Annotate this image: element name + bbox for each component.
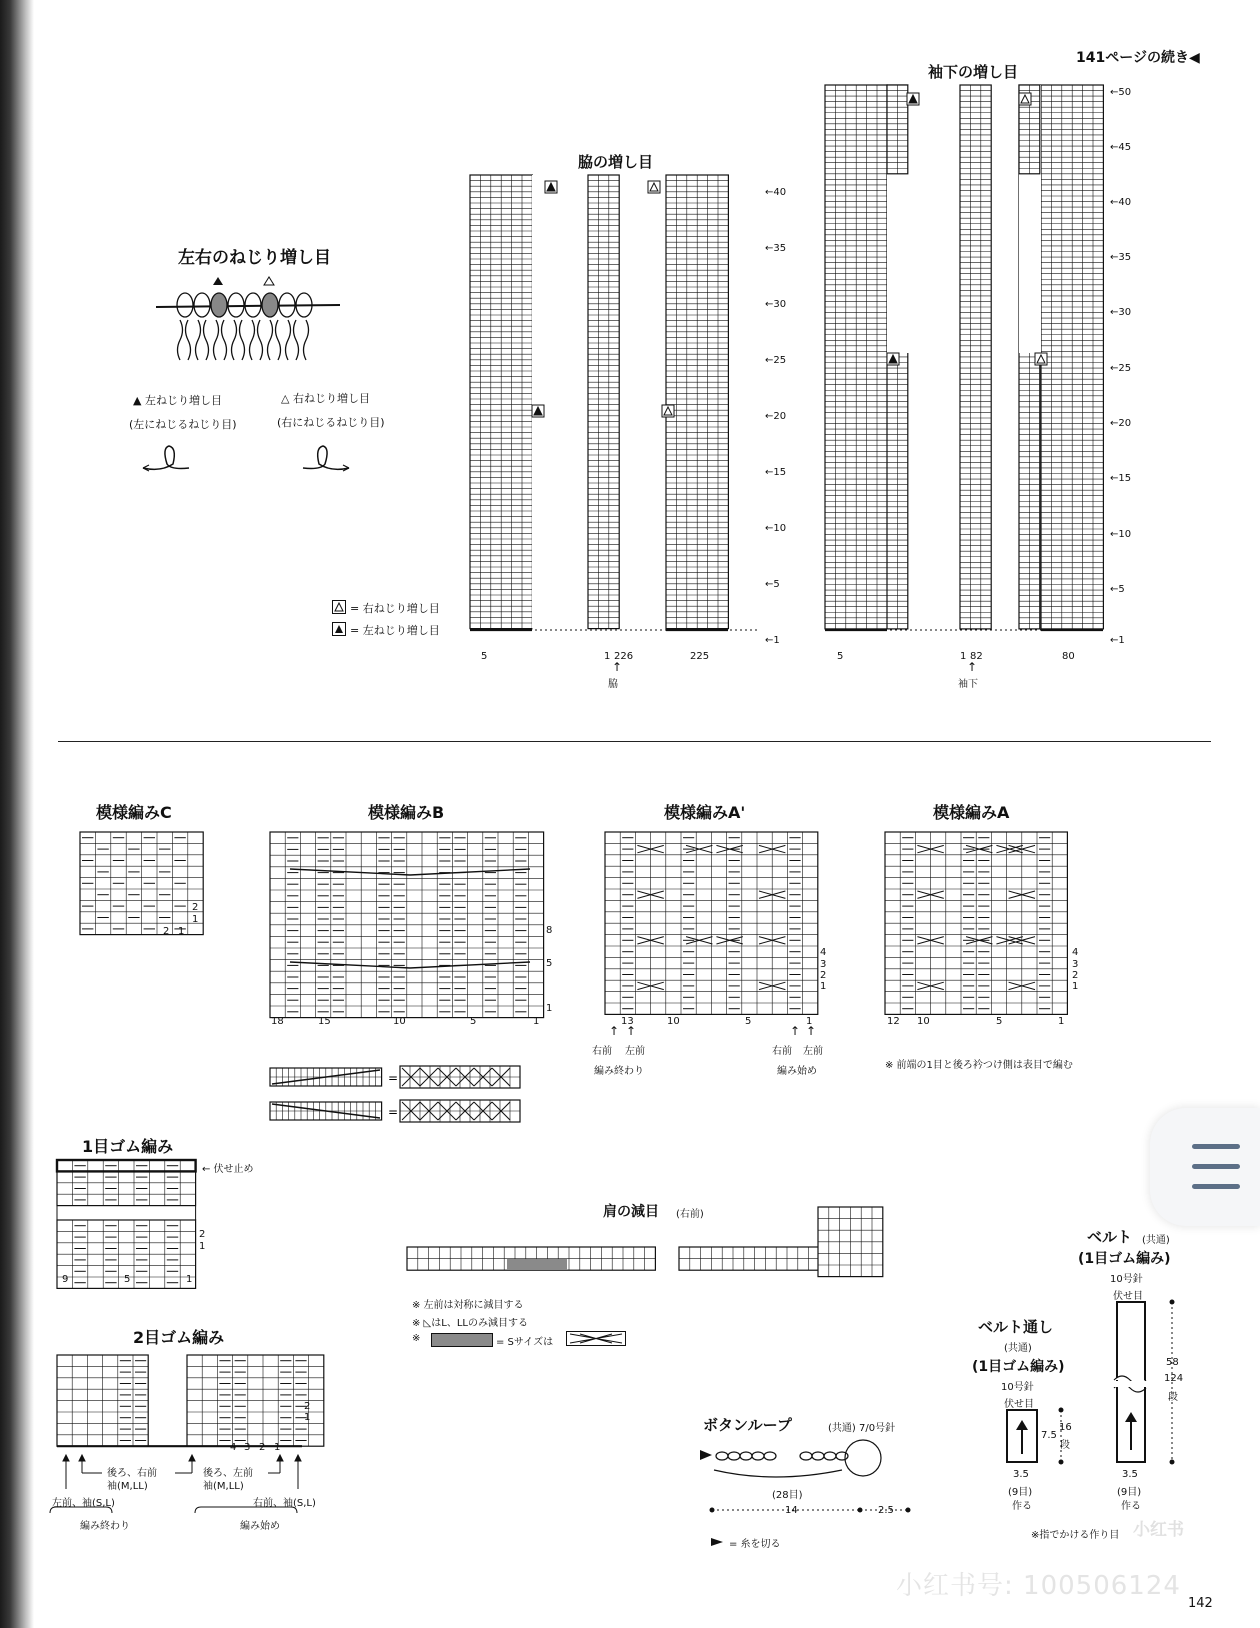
- col-number: 5: [745, 1016, 752, 1027]
- rib2-annotation-lines: [50, 1455, 340, 1525]
- center-segment-grid: [588, 175, 619, 629]
- left-twist-symbol-icon: [332, 622, 346, 636]
- equals-sign: =: [388, 1105, 399, 1119]
- col-number: 10: [393, 1016, 406, 1027]
- row-number: 1: [192, 914, 199, 925]
- pattern-c-chart: [80, 832, 210, 942]
- right-segment-grid: [1041, 85, 1103, 629]
- up-arrow-icon: ↑: [626, 1024, 637, 1038]
- button-loop-sub: (共通) 7/0号針: [828, 1423, 896, 1434]
- bind-off-label: ← 伏せ止め: [202, 1164, 254, 1175]
- row-number: 1: [199, 1241, 206, 1252]
- left-twist-symbol-label: = 左ねじり増し目: [350, 624, 440, 637]
- row-label: ←10: [765, 523, 787, 534]
- page-edge-shadow: [0, 0, 34, 1628]
- rib2-left-grid: [57, 1355, 148, 1446]
- pattern-a-prime-title: 模様編みA': [664, 803, 746, 822]
- col-number: 18: [271, 1016, 284, 1027]
- center-segment-grid: [960, 85, 991, 629]
- shoulder-note-3-prefix: ※: [412, 1333, 421, 1344]
- row-number: 1: [546, 1003, 553, 1014]
- belt-loop-rib: (1目ゴム編み): [972, 1359, 1065, 1375]
- belt-loop-width: 3.5: [1013, 1469, 1029, 1480]
- left-front-label: 左前: [803, 1046, 823, 1057]
- row-label: ←10: [1110, 529, 1132, 540]
- col-number: 3: [244, 1442, 251, 1453]
- belt-needle: 10号針: [1110, 1274, 1143, 1285]
- pattern-a-title: 模様編みA: [933, 803, 1010, 822]
- right-twist-marker: [662, 405, 674, 417]
- side-increase-chart: [470, 175, 810, 665]
- row-label: ←5: [765, 579, 780, 590]
- belt-loop-common: (共通): [1004, 1343, 1032, 1354]
- button-loop-title: ボタンループ: [703, 1416, 792, 1434]
- belt-make: 作る: [1121, 1501, 1141, 1512]
- stitch-label: 1: [960, 651, 967, 662]
- shoulder-sub: (右前): [676, 1209, 704, 1220]
- belt-width: 3.5: [1122, 1469, 1138, 1480]
- belt-loop-height: 7.5: [1041, 1430, 1057, 1441]
- up-arrow-icon: ↑: [790, 1024, 801, 1038]
- row-number: 2: [199, 1229, 206, 1240]
- rib2-title: 2目ゴム編み: [133, 1328, 225, 1347]
- stitch-grid: [885, 832, 1067, 1014]
- belt-loop-piece: [1006, 1408, 1066, 1468]
- col-number: 10: [917, 1016, 930, 1027]
- pattern-c-title: 模様編みC: [96, 803, 172, 822]
- left-twist-sub: (左にねじるねじり目): [129, 418, 237, 431]
- right-front-label: 右前: [772, 1046, 792, 1057]
- back-left-label: 後ろ、左前: [203, 1468, 253, 1479]
- sleeve-increase-chart: [825, 85, 1155, 665]
- button-loop-length-2: 2.5: [878, 1505, 894, 1516]
- belt-title: ベルト: [1087, 1228, 1133, 1246]
- stitch-grid: [605, 832, 818, 1014]
- row-number: 4: [820, 947, 827, 958]
- left-top-grid: [887, 85, 908, 174]
- right-twist-marker: [648, 181, 660, 193]
- left-twist-marker: [532, 405, 544, 417]
- cut-yarn-icon: [711, 1537, 727, 1547]
- stitch-label: 80: [1062, 651, 1075, 662]
- col-number: 1: [806, 1016, 813, 1027]
- col-number: 2: [259, 1442, 266, 1453]
- row-label: ←15: [765, 467, 787, 478]
- belt-stitches: (9目): [1117, 1487, 1142, 1498]
- row-label: ←20: [1110, 418, 1132, 429]
- row-number: 1: [1072, 981, 1079, 992]
- continue-note: 141ページの続き◀: [1076, 50, 1200, 66]
- watermark-badge: 小红书: [1133, 1520, 1184, 1540]
- row-number: 3: [1072, 959, 1079, 970]
- equals-sign: =: [388, 1071, 399, 1085]
- side-increase-title: 脇の増し目: [578, 153, 654, 171]
- cable-swatch-icon: [566, 1331, 626, 1347]
- belt-loop-rows-unit: 段: [1060, 1440, 1070, 1451]
- col-number: 2: [163, 926, 170, 937]
- row-number: 4: [1072, 947, 1079, 958]
- twist-increase-illustration: [150, 275, 350, 375]
- cut-yarn-label: = 糸を切る: [729, 1539, 781, 1550]
- belt-rows-unit: 段: [1168, 1392, 1178, 1403]
- stitch-grid: [270, 832, 544, 1018]
- row-label: ←5: [1110, 584, 1125, 595]
- row-number: 2: [1072, 970, 1079, 981]
- col-number: 9: [62, 1274, 69, 1285]
- stitch-label: 1: [604, 651, 611, 662]
- row-label: ←35: [765, 243, 787, 254]
- col-number: 13: [621, 1016, 634, 1027]
- row-number: 2: [192, 902, 199, 913]
- gray-cells-swatch: [431, 1333, 493, 1347]
- right-segment-grid: [666, 175, 728, 629]
- stitch-label: 225: [690, 651, 710, 662]
- page-number: 142: [1188, 1596, 1213, 1611]
- shoulder-chart: [407, 1207, 917, 1267]
- col-number: 12: [887, 1016, 900, 1027]
- cable-key-2: [270, 1098, 540, 1126]
- pattern-b-chart: [270, 832, 560, 1028]
- sleeve-label: 袖(M,LL): [203, 1481, 244, 1492]
- menu-line-icon: [1192, 1144, 1240, 1149]
- up-arrow-icon: ↑: [967, 660, 978, 674]
- belt-length: 58: [1166, 1357, 1179, 1368]
- end-label: 編み終わり: [80, 1521, 130, 1532]
- up-arrow-icon: ↑: [612, 660, 623, 674]
- shoulder-title: 肩の減目: [603, 1204, 659, 1220]
- pattern-a-note: ※ 前端の1目と後ろ衿つけ側は表目で編む: [885, 1060, 1073, 1071]
- belt-loop-stitches: (9目): [1008, 1487, 1033, 1498]
- sleeve-label: 袖(M,LL): [107, 1481, 148, 1492]
- belt-common: (共通): [1142, 1235, 1170, 1246]
- row-label: ←40: [1110, 197, 1132, 208]
- belt-loop-make: 作る: [1012, 1501, 1032, 1512]
- right-twist-marker: [1019, 93, 1031, 105]
- shoulder-top-grid: [818, 1207, 883, 1277]
- row-number: 5: [546, 958, 553, 969]
- row-number: 8: [546, 925, 553, 936]
- col-number: 10: [667, 1016, 680, 1027]
- side-marker: 脇: [608, 679, 618, 690]
- left-twist-loop-icon: [140, 440, 200, 480]
- bind-off-label: 編み終わり: [594, 1066, 644, 1077]
- section-divider: [58, 741, 1211, 742]
- row-label: ←1: [765, 635, 780, 646]
- left-front-label: 左前: [625, 1046, 645, 1057]
- row-label: ←40: [765, 187, 787, 198]
- right-twist-sub: (右にねじるねじり目): [277, 416, 385, 429]
- shoulder-note-1: ※ 左前は対称に減目する: [412, 1300, 524, 1311]
- left-twist-label: ▲ 左ねじり増し目: [133, 394, 222, 407]
- rib2-chart: [57, 1355, 327, 1455]
- left-twist-marker: [887, 353, 899, 365]
- belt-loop-rows: 16: [1059, 1422, 1072, 1433]
- right-twist-loop-icon: [292, 440, 352, 480]
- belt-note: ※指でかける作り目: [1031, 1530, 1120, 1541]
- right-front-sleeve-label: 右前、袖(S,L): [253, 1498, 316, 1509]
- belt-bind: 伏せ目: [1113, 1291, 1143, 1302]
- pattern-a-chart: [885, 832, 1125, 1028]
- pattern-b-title: 模様編みB: [368, 803, 445, 822]
- col-number: 5: [996, 1016, 1003, 1027]
- back-right-label: 後ろ、右前: [107, 1468, 157, 1479]
- belt-loop-needle: 10号針: [1001, 1382, 1034, 1393]
- row-label: ←15: [1110, 473, 1132, 484]
- stitch-label: 82: [970, 651, 983, 662]
- col-number: 1: [533, 1016, 540, 1027]
- button-loop-length: 14: [785, 1505, 798, 1516]
- row-label: ←1: [1110, 635, 1125, 646]
- row-label: ←30: [1110, 307, 1132, 318]
- col-number: 1: [178, 926, 185, 937]
- shoulder-note-2: ※ ◺はL、LLのみ減目する: [412, 1318, 528, 1329]
- col-number: 1: [1058, 1016, 1065, 1027]
- row-number: 1: [820, 981, 827, 992]
- right-front-label: 右前: [592, 1046, 612, 1057]
- left-front-sleeve-label: 左前、袖(S,L): [52, 1498, 115, 1509]
- start-label: 編み始め: [240, 1521, 280, 1532]
- right-twist-symbol-icon: [332, 600, 346, 614]
- stitch-label: 5: [481, 651, 488, 662]
- col-number: 1: [274, 1442, 281, 1453]
- cable-key-1: [270, 1064, 540, 1092]
- up-arrow-icon: ↑: [609, 1024, 620, 1038]
- shoulder-note-3-suffix: = Sサイズは: [496, 1337, 554, 1348]
- floating-menu-button[interactable]: [1150, 1108, 1260, 1226]
- row-label: ←50: [1110, 87, 1132, 98]
- col-number: 15: [318, 1016, 331, 1027]
- row-label: ←25: [765, 355, 787, 366]
- row-label: ←25: [1110, 363, 1132, 374]
- rib1-chart: [57, 1160, 237, 1290]
- belt-loop-bind: 伏せ目: [1004, 1399, 1034, 1410]
- sleeve-marker: 袖下: [958, 679, 978, 690]
- belt-rows: 124: [1164, 1373, 1184, 1384]
- col-number: 5: [124, 1274, 131, 1285]
- stitch-label: 226: [614, 651, 634, 662]
- up-arrow-icon: ↑: [806, 1024, 817, 1038]
- left-segment-grid: [825, 85, 887, 629]
- right-twist-label: △ 右ねじり増し目: [281, 392, 370, 405]
- rib1-title: 1目ゴム編み: [82, 1137, 174, 1156]
- row-label: ←45: [1110, 142, 1132, 153]
- col-number: 1: [186, 1274, 193, 1285]
- watermark-id: 小红书号: 100506124: [896, 1571, 1181, 1601]
- left-twist-marker: [907, 93, 919, 105]
- belt-loop-title: ベルト通し: [978, 1318, 1054, 1336]
- belt-rib: (1目ゴム編み): [1078, 1251, 1171, 1267]
- left-segment-grid: [470, 175, 532, 629]
- right-twist-marker: [1035, 353, 1047, 365]
- right-twist-symbol-label: = 右ねじり増し目: [350, 602, 440, 615]
- col-number: 4: [230, 1442, 237, 1453]
- pattern-a-prime-chart: [605, 832, 845, 1028]
- row-number: 3: [820, 959, 827, 970]
- left-twist-marker: [545, 181, 557, 193]
- row-label: ←30: [765, 299, 787, 310]
- row-number: 2: [820, 970, 827, 981]
- menu-line-icon: [1192, 1164, 1240, 1169]
- row-label: ←20: [765, 411, 787, 422]
- row-number: 2: [304, 1401, 311, 1412]
- twist-increase-title: 左右のねじり増し目: [178, 248, 331, 268]
- button-loop-diagram: [700, 1440, 920, 1530]
- stitch-label: 5: [837, 651, 844, 662]
- cast-on-label: 編み始め: [777, 1066, 817, 1077]
- col-number: 5: [470, 1016, 477, 1027]
- row-label: ←35: [1110, 252, 1132, 263]
- rib1-top-grid: [57, 1160, 196, 1206]
- button-loop-count: (28目): [772, 1490, 803, 1501]
- sleeve-increase-title: 袖下の増し目: [928, 63, 1019, 81]
- menu-line-icon: [1192, 1184, 1240, 1189]
- row-number: 1: [304, 1412, 311, 1423]
